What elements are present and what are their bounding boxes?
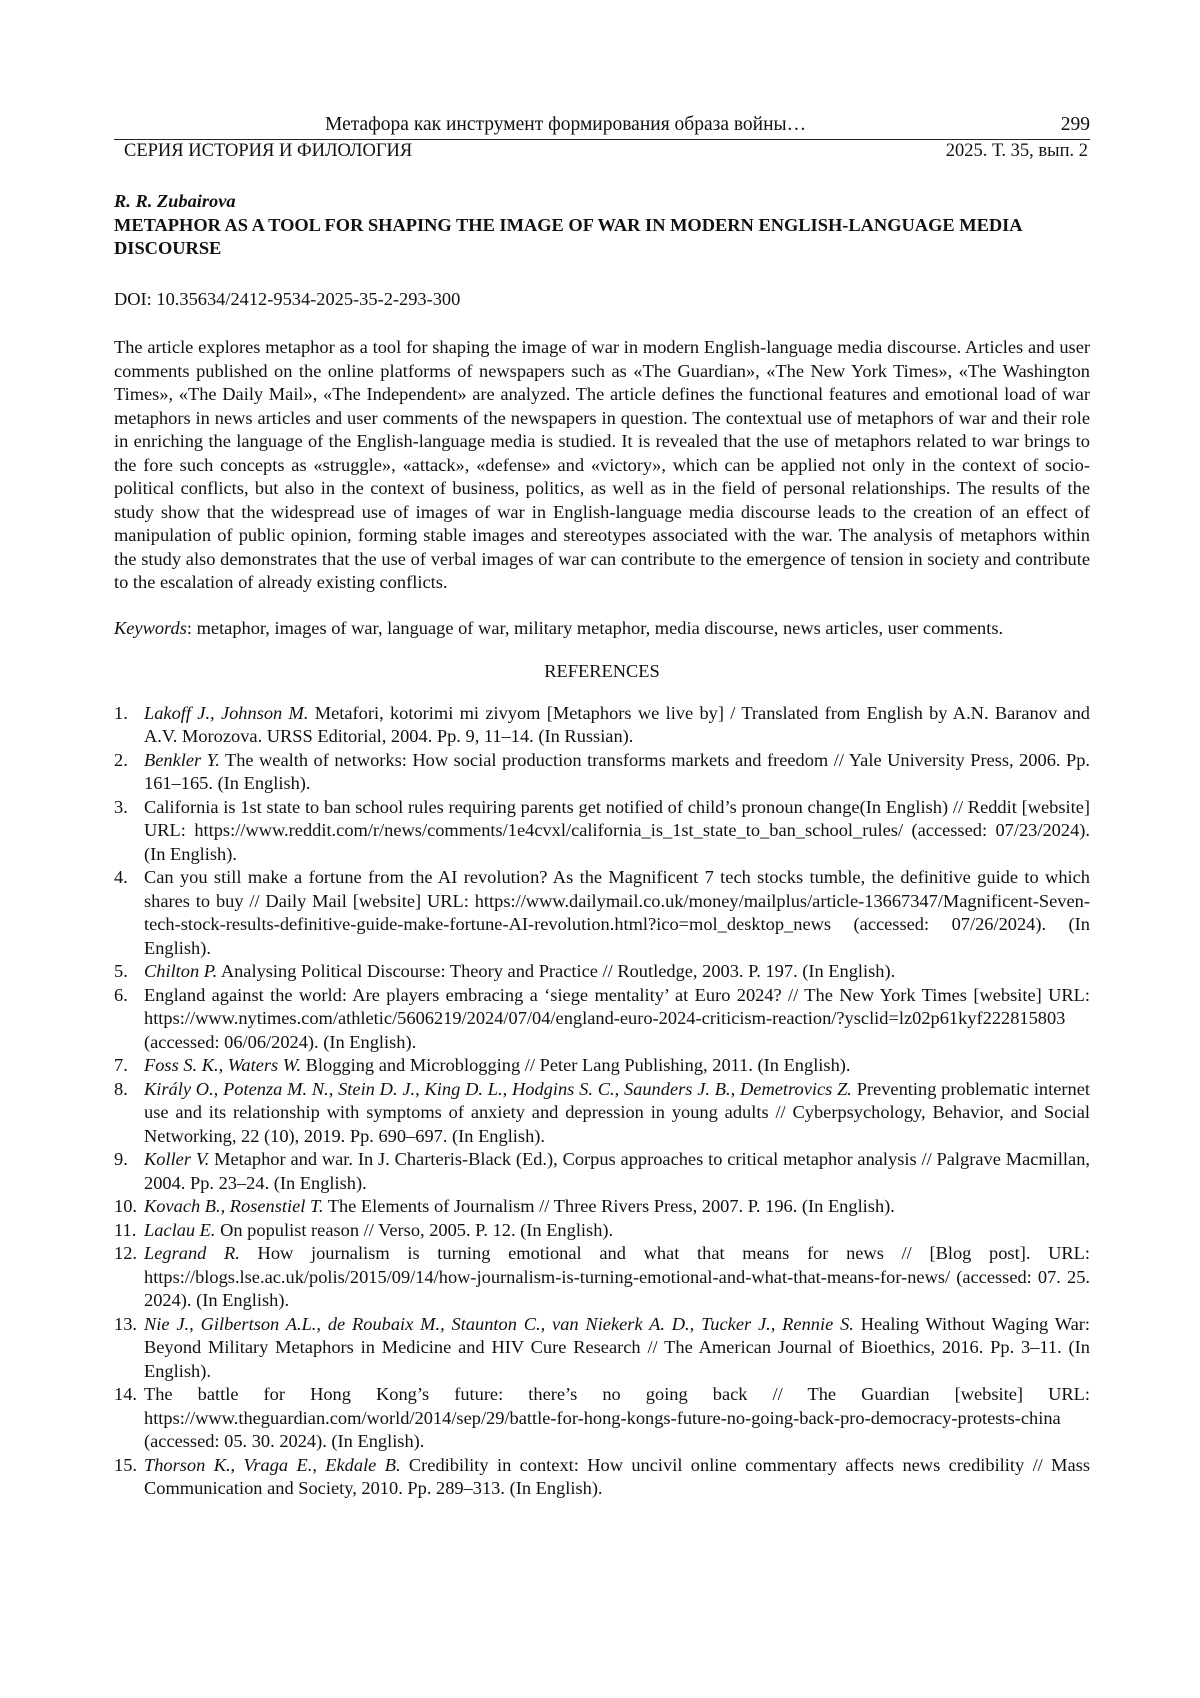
reference-number: 4. bbox=[114, 866, 144, 960]
reference-citation: Credibility in context: How uncivil online commentary affects news credibility // Mass Communication and Society, 2010. Pp. 289–313. (In English). bbox=[144, 1455, 1090, 1499]
reference-number: 7. bbox=[114, 1054, 144, 1078]
reference-item bbox=[114, 1054, 1090, 1078]
reference-number: 12. bbox=[114, 1242, 144, 1313]
reference-citation: Healing Without Waging War: Beyond Military Metaphors in Medicine and HIV Cure Research // The American Journal of Bioethics, 2016. Pp. 3–11. (In English). bbox=[144, 1314, 1090, 1381]
reference-item bbox=[114, 1454, 1090, 1501]
reference-text bbox=[144, 749, 1090, 796]
reference-text bbox=[144, 1454, 1090, 1501]
reference-authors: Lakoff J., Johnson M. bbox=[144, 703, 308, 723]
keywords bbox=[114, 617, 1090, 641]
reference-text bbox=[144, 984, 1090, 1055]
reference-item bbox=[114, 1195, 1090, 1219]
reference-citation: The Elements of Journalism // Three Rivers Press, 2007. P. 196. (In English). bbox=[323, 1196, 894, 1216]
reference-authors: Thorson K., Vraga E., Ekdale B. bbox=[144, 1455, 401, 1475]
reference-citation: California is 1st state to ban school rules requiring parents get notified of child’s pronoun change(In English) // Reddit [website] URL: https://www.reddit.com/r/news/comments/1e4cvxl/california_is_1st_state_to_ban_school_rules/ (accessed: 07/23/2024). (In English). bbox=[144, 797, 1090, 864]
reference-number: 1. bbox=[114, 702, 144, 749]
article-doi[interactable]: DOI: 10.35634/2412-9534-2025-35-2-293-300 bbox=[114, 288, 1090, 312]
reference-number: 5. bbox=[114, 960, 144, 984]
reference-authors: Koller V. bbox=[144, 1149, 209, 1169]
header-rule bbox=[114, 139, 1090, 140]
reference-item bbox=[114, 984, 1090, 1055]
reference-text bbox=[144, 1219, 1090, 1243]
reference-authors: Legrand R. bbox=[144, 1243, 240, 1263]
reference-authors: Benkler Y. bbox=[144, 750, 220, 770]
keywords-label: Keywords bbox=[114, 618, 187, 638]
journal-page bbox=[0, 0, 1200, 1698]
reference-number: 13. bbox=[114, 1313, 144, 1384]
reference-item bbox=[114, 1242, 1090, 1313]
reference-item bbox=[114, 1219, 1090, 1243]
article-title: METAPHOR AS A TOOL FOR SHAPING THE IMAGE OF WAR IN MODERN ENGLISH-LANGUAGE MEDIA DISCOURSE bbox=[114, 214, 1090, 261]
reference-citation: On populist reason // Verso, 2005. P. 12. (In English). bbox=[216, 1220, 614, 1240]
reference-number: 14. bbox=[114, 1383, 144, 1454]
reference-text bbox=[144, 1078, 1090, 1149]
reference-text bbox=[144, 1054, 1090, 1078]
reference-number: 15. bbox=[114, 1454, 144, 1501]
reference-citation: Analysing Political Discourse: Theory and Practice // Routledge, 2003. P. 197. (In English). bbox=[217, 961, 895, 981]
reference-text bbox=[144, 866, 1090, 960]
reference-text bbox=[144, 1148, 1090, 1195]
reference-item bbox=[114, 1313, 1090, 1384]
keywords-list: : metaphor, images of war, language of war, military metaphor, media discourse, news articles, user comments. bbox=[187, 618, 1003, 638]
reference-text bbox=[144, 1313, 1090, 1384]
reference-text bbox=[144, 1383, 1090, 1454]
reference-citation: Blogging and Microblogging // Peter Lang Publishing, 2011. (In English). bbox=[301, 1055, 850, 1075]
reference-number: 6. bbox=[114, 984, 144, 1055]
reference-number: 2. bbox=[114, 749, 144, 796]
reference-item bbox=[114, 796, 1090, 867]
reference-text bbox=[144, 960, 1090, 984]
reference-citation: The wealth of networks: How social production transforms markets and freedom // Yale University Press, 2006. Pp. 161–165. (In English). bbox=[144, 750, 1090, 794]
reference-citation: Metaphor and war. In J. Charteris-Black (Ed.), Corpus approaches to critical metaphor analysis // Palgrave Macmillan, 2004. Pp. 23–24. (In English). bbox=[144, 1149, 1090, 1193]
reference-item bbox=[114, 1078, 1090, 1149]
reference-number: 9. bbox=[114, 1148, 144, 1195]
reference-number: 8. bbox=[114, 1078, 144, 1149]
reference-item bbox=[114, 1148, 1090, 1195]
reference-citation: Can you still make a fortune from the AI revolution? As the Magnificent 7 tech stocks tumble, the definitive guide to which shares to buy // Daily Mail [website] URL: https://www.dailymail.co.uk/money/mailplus/article-13667347/Magnificent-Seven-tech-stock-results-definitive-guide-make-fortune-AI-revolution.html?ico=mol_desktop_news (accessed: 07/26/2024). (In English). bbox=[144, 867, 1090, 958]
reference-authors: Nie J., Gilbertson A.L., de Roubaix M., Staunton C., van Niekerk A. D., Tucker J., Rennie S. bbox=[144, 1314, 854, 1334]
reference-number: 10. bbox=[114, 1195, 144, 1219]
reference-text bbox=[144, 702, 1090, 749]
reference-text bbox=[144, 1195, 1090, 1219]
reference-authors: Foss S. K., Waters W. bbox=[144, 1055, 301, 1075]
running-title: Метафора как инструмент формирования образа войны… bbox=[325, 114, 806, 136]
reference-item bbox=[114, 1383, 1090, 1454]
reference-authors: Király O., Potenza M. N., Stein D. J., King D. L., Hodgins S. C., Saunders J. B., Demetrovics Z. bbox=[144, 1079, 852, 1099]
reference-item bbox=[114, 749, 1090, 796]
reference-citation: Preventing problematic internet use and its relationship with symptoms of anxiety and depression in young adults // Cyberpsychology, Behavior, and Social Networking, 22 (10), 2019. Pp. 690–697. (In English). bbox=[144, 1079, 1090, 1146]
reference-authors: Kovach B., Rosenstiel T. bbox=[144, 1196, 323, 1216]
article-author: R. R. Zubairova bbox=[114, 190, 1090, 214]
references-list bbox=[114, 702, 1090, 1501]
reference-text bbox=[144, 1242, 1090, 1313]
article-body bbox=[114, 190, 1090, 1501]
series-name: СЕРИЯ ИСТОРИЯ И ФИЛОЛОГИЯ bbox=[124, 141, 412, 162]
reference-citation: The battle for Hong Kong’s future: there’s no going back // The Guardian [website] URL: https://www.theguardian.com/world/2014/sep/29/battle-for-hong-kongs-future-no-going-back-pro-democracy-protests-china (accessed: 05. 30. 2024). (In English). bbox=[144, 1384, 1090, 1451]
reference-citation: Metafori, kotorimi mi zivyom [Metaphors we live by] / Translated from English by A.N. Baranov and A.V. Morozova. URSS Editorial, 2004. Pp. 9, 11–14. (In Russian). bbox=[144, 703, 1090, 747]
reference-authors: Chilton P. bbox=[144, 961, 217, 981]
reference-item bbox=[114, 960, 1090, 984]
reference-text bbox=[144, 796, 1090, 867]
reference-authors: Laclau E. bbox=[144, 1220, 216, 1240]
reference-number: 3. bbox=[114, 796, 144, 867]
reference-item bbox=[114, 702, 1090, 749]
page-number: 299 bbox=[1061, 114, 1090, 136]
volume-info: 2025. Т. 35, вып. 2 bbox=[946, 141, 1088, 162]
references-heading: REFERENCES bbox=[114, 660, 1090, 684]
article-abstract: The article explores metaphor as a tool for shaping the image of war in modern English-language media discourse. Articles and user comments published on the online platforms of newspapers such as «The Guardian», «The New York Times», «The Washington Times», «The Daily Mail», «The Independent» are analyzed. The article defines the functional features and emotional load of war metaphors in news articles and user comments of the newspapers in question. The contextual use of metaphors of war and their role in enriching the language of the English-language media is studied. It is revealed that the use of metaphors related to war brings to the fore such concepts as «struggle», «attack», «defense» and «victory», which can be applied not only in the context of socio-political conflicts, but also in the context of business, politics, as well as in the field of personal relationships. The results of the study show that the widespread use of images of war in English-language media discourse leads to the creation of an effect of manipulation of public opinion, forming stable images and stereotypes associated with the war. The analysis of metaphors within the study also demonstrates that the use of verbal images of war can contribute to the emergence of tension in society and contribute to the escalation of already existing conflicts. bbox=[114, 336, 1090, 595]
reference-citation: England against the world: Are players embracing a ‘siege mentality’ at Euro 2024? // The New York Times [website] URL: https://www.nytimes.com/athletic/5606219/2024/07/04/england-euro-2024-criticism-reaction/?ysclid=lz02p61kyf222815803 (accessed: 06/06/2024). (In English). bbox=[144, 985, 1090, 1052]
reference-citation: How journalism is turning emotional and what that means for news // [Blog post]. URL: https://blogs.lse.ac.uk/polis/2015/09/14/how-journalism-is-turning-emotional-and-what-that-means-for-news/ (accessed: 07. 25. 2024). (In English). bbox=[144, 1243, 1090, 1310]
reference-number: 11. bbox=[114, 1219, 144, 1243]
reference-item bbox=[114, 866, 1090, 960]
